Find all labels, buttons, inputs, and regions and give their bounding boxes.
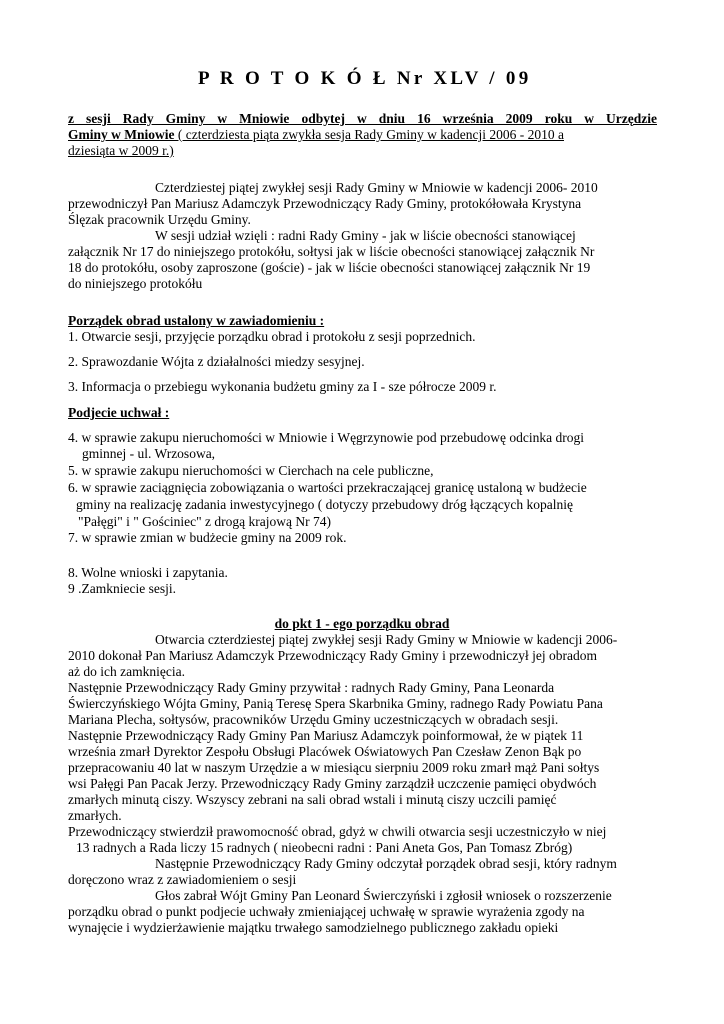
- header-line-1: z sesji Rady Gminy w Mniowie odbytej w dniu 16 września 2009 roku w Urzędzie: [68, 111, 657, 126]
- section-1-line: Przewodniczący stwierdził prawomocność obrad, gdyż w chwili otwarcia sesji uczestniczyło w niej: [68, 824, 607, 839]
- agenda-heading: Porządek obrad ustalony w zawiadomieniu :: [68, 313, 325, 328]
- section-1-line: zmarłych minutą ciszy. Wszyscy zebrani na sali obrad wstali i minutą ciszy uczcili pamięć: [68, 792, 557, 807]
- section-1-line: Następnie Przewodniczący Rady Gminy odczytał porządek obrad sesji, który radnym: [155, 856, 617, 871]
- intro-line: do niniejszego protokółu: [68, 276, 203, 291]
- section-1-line: 13 radnych a Rada liczy 15 radnych ( nieobecni radni : Pani Aneta Gos, Pan Tomasz Zbróg): [76, 840, 573, 855]
- section-1-line: aż do ich zamknięcia.: [68, 664, 185, 679]
- intro-line: przewodniczył Pan Mariusz Adamczyk Przewodniczący Rady Gminy, protokółowała Krystyna: [68, 196, 582, 211]
- section-1-line: września zmarł Dyrektor Zespołu Obsługi Placówek Oświatowych Pan Czesław Zenon Bąk po: [68, 744, 582, 759]
- resolution-item: 9 .Zamkniecie sesji.: [68, 581, 176, 596]
- section-1-line: Otwarcia czterdziestej piątej zwykłej sesji Rady Gminy w Mniowie w kadencji 2006-: [155, 632, 618, 647]
- section-1-line: Następnie Przewodniczący Rady Gminy Pan Mariusz Adamczyk poinformował, że w piątek 11: [68, 728, 584, 743]
- section-1-line: Głos zabrał Wójt Gminy Pan Leonard Świerczyński i zgłosił wniosek o rozszerzenie: [155, 888, 612, 903]
- agenda-item: 3. Informacja o przebiegu wykonania budżetu gminy za I - sze półrocze 2009 r.: [68, 379, 497, 394]
- resolution-item: 5. w sprawie zakupu nieruchomości w Cierchach na cele publiczne,: [68, 463, 434, 478]
- section-1-line: przepracowaniu 40 lat w naszym Urzędzie a w miesiącu sierpniu 2009 roku zmarł mąż Pani sołtys: [68, 760, 600, 775]
- section-1-heading: do pkt 1 - ego porządku obrad: [274, 616, 450, 631]
- resolution-item: 7. w sprawie zmian w budżecie gminy na 2009 rok.: [68, 530, 347, 545]
- document-title: P R O T O K Ó Ł Nr XLV / 09: [198, 68, 532, 89]
- header-line-2: [68, 127, 564, 143]
- section-1-line: Świerczyńskiego Wójta Gminy, Panią Teresę Spera Skarbnika Gminy, radnego Rady Powiatu Pana: [68, 696, 603, 711]
- resolution-item: 4. w sprawie zakupu nieruchomości w Mniowie i Węgrzynowie pod przebudowę odcinka drogi: [68, 430, 584, 445]
- resolutions-heading: Podjecie uchwał :: [68, 405, 170, 420]
- intro-line: W sesji udział wzięli : radni Rady Gminy - jak w liście obecności stanowiącej: [155, 228, 576, 243]
- intro-line: 18 do protokółu, osoby zaproszone (goście) - jak w liście obecności stanowiącej załącznik Nr 19: [68, 260, 591, 275]
- section-1-line: Następnie Przewodniczący Rady Gminy przywitał : radnych Rady Gminy, Pana Leonarda: [68, 680, 555, 695]
- agenda-item: 1. Otwarcie sesji, przyjęcie porządku obrad i protokołu z sesji poprzednich.: [68, 329, 476, 344]
- section-1-line: porządku obrad o punkt podjecie uchwały zmieniającej uchwałę w sprawie wyrażenia zgody na: [68, 904, 585, 919]
- section-1-line: 2010 dokonał Pan Mariusz Adamczyk Przewodniczący Rady Gminy i przewodniczył jej obradom: [68, 648, 597, 663]
- intro-line: Czterdziestej piątej zwykłej sesji Rady Gminy w Mniowie w kadencji 2006- 2010: [155, 180, 598, 195]
- resolution-item: "Pałęgi" i " Gościniec" z drogą krajową Nr 74): [78, 514, 331, 529]
- intro-line: załącznik Nr 17 do niniejszego protokółu, sołtysi jak w liście obecności stanowiącej załącznik Nr: [68, 244, 595, 259]
- header-line-2-rest: ( czterdziesta piąta zwykła sesja Rady Gminy w kadencji 2006 - 2010 a: [174, 127, 564, 142]
- section-1-line: zmarłych.: [68, 808, 122, 823]
- section-1-line: Mariana Plecha, sołtysów, pracowników Urzędu Gminy uczestniczących w obradach sesji.: [68, 712, 559, 727]
- resolution-item: gminy na realizację zadania inwestycyjnego ( dotyczy przebudowy dróg łączących kopalnię: [76, 497, 574, 512]
- resolution-item: gminnej - ul. Wrzosowa,: [82, 446, 216, 461]
- header-line-3: dziesiąta w 2009 r.): [68, 143, 174, 158]
- section-1-line: wynajęcie i wydzierżawienie majątku trwałego samodzielnego publicznego zakładu opieki: [68, 920, 559, 935]
- intro-line: Ślęzak pracownik Urzędu Gminy.: [68, 212, 251, 227]
- resolution-item: 8. Wolne wnioski i zapytania.: [68, 565, 228, 580]
- section-1-line: doręczono wraz z zawiadomieniem o sesji: [68, 872, 297, 887]
- section-1-line: wsi Pałęgi Pan Pacak Jerzy. Przewodniczący Rady Gminy zarządził uczczenie pamięci obydwóch: [68, 776, 597, 791]
- agenda-item: 2. Sprawozdanie Wójta z działalności miedzy sesyjnej.: [68, 354, 365, 369]
- resolution-item: 6. w sprawie zaciągnięcia zobowiązania o wartości przekraczającej granicę ustaloną w budżecie: [68, 480, 587, 495]
- header-place: Gminy w Mniowie: [68, 127, 175, 142]
